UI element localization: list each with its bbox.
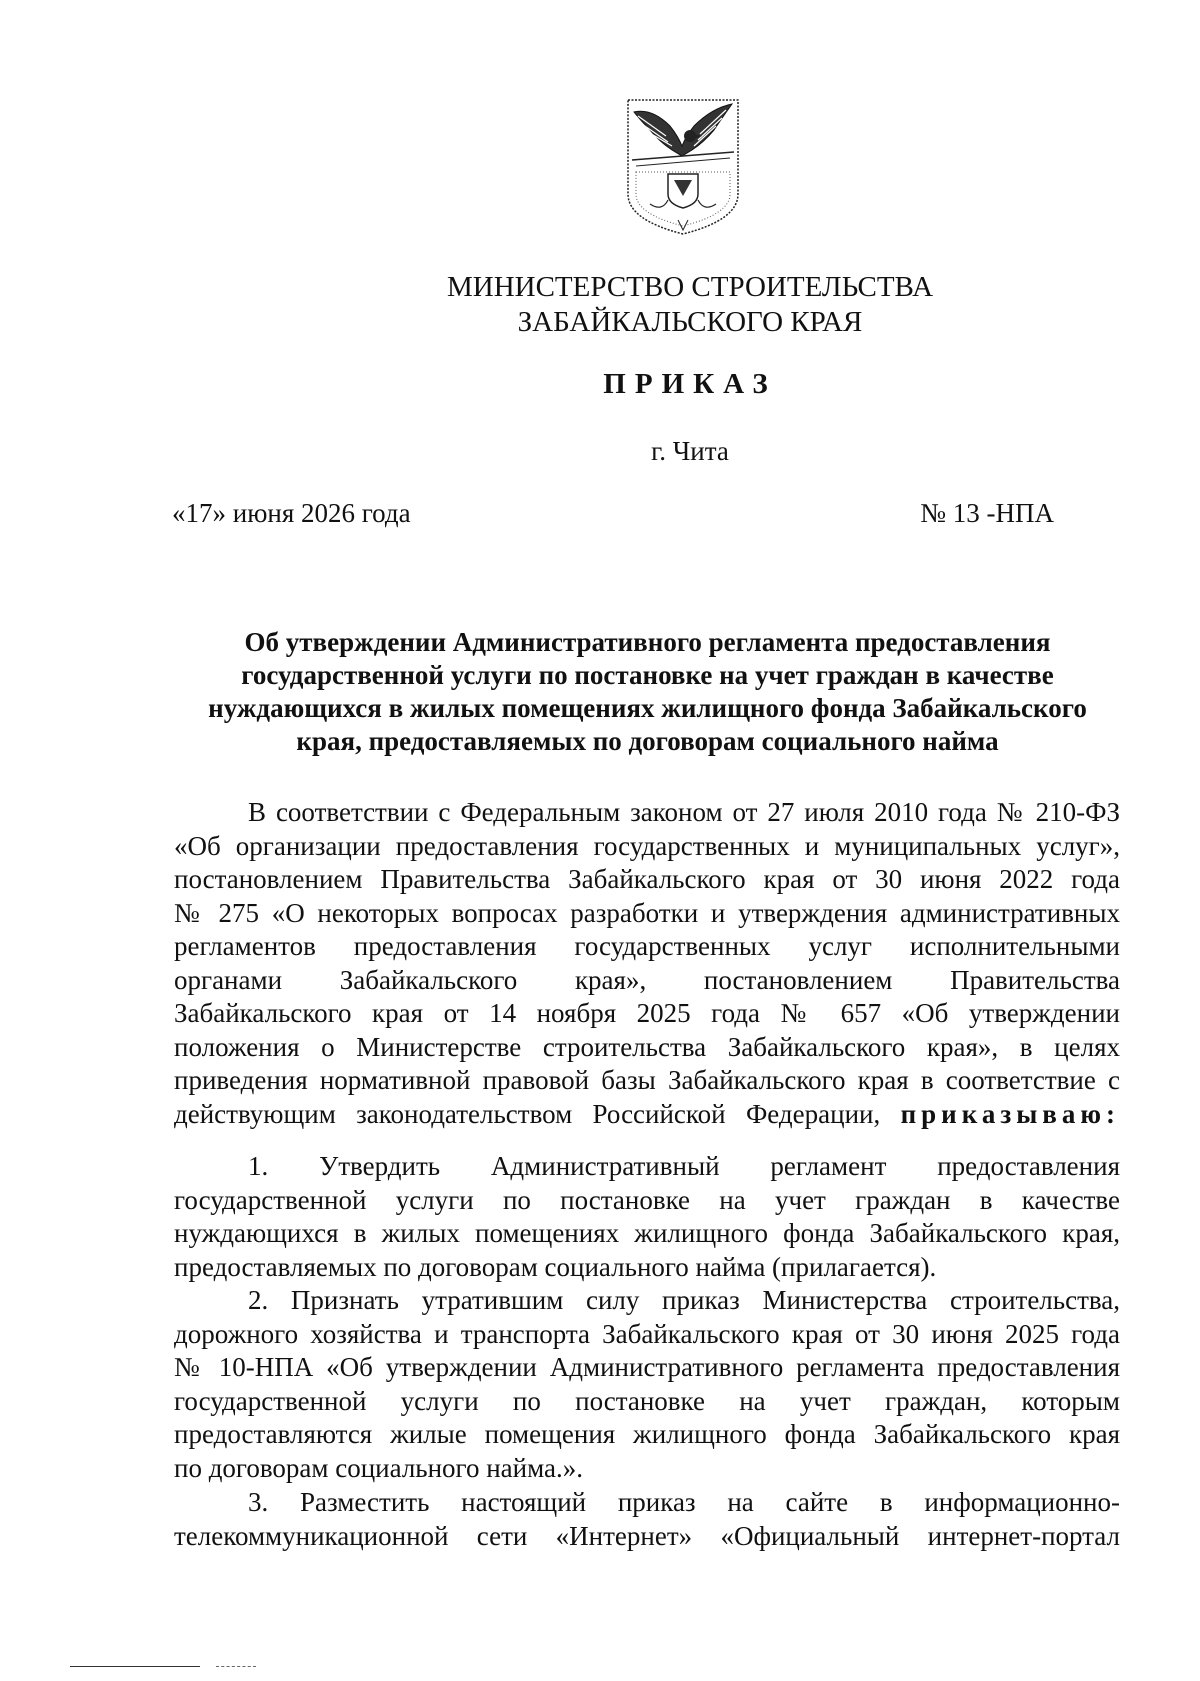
item-3 — [174, 1486, 1120, 1553]
order-number: № 13 -НПА — [920, 498, 1054, 528]
heading-line: края, предоставляемых по договорам социального найма — [296, 726, 999, 756]
item-2-line: № 10-НПА «Об утверждении Административного регламента предоставления — [174, 1352, 1120, 1382]
preamble-line: органами Забайкальского края», постановлением Правительства — [174, 964, 1120, 995]
coat-of-arms-icon — [622, 96, 744, 236]
item-2-line: государственной услуги по постановке на учет граждан, которым — [174, 1385, 1120, 1416]
preamble-line: постановлением Правительства Забайкальского края от 30 июня 2022 года — [174, 864, 1120, 894]
preamble-line: В соответствии с Федеральным законом от 27 июля 2010 года № 210-ФЗ — [248, 797, 1120, 827]
order-word: приказываю: — [900, 1098, 1121, 1129]
preamble-line: Забайкальского края от 14 ноября 2025 года № 657 «Об утверждении — [174, 998, 1120, 1028]
heading-line: государственной услуги по постановке на учет граждан в качестве — [241, 660, 1054, 690]
preamble-line: «Об организации предоставления государственных и муниципальных услуг», — [174, 830, 1120, 861]
item-2-line: по договорам социального найма.». — [174, 1452, 583, 1483]
heading-line: Об утверждении Административного регламента предоставления — [244, 627, 1051, 657]
footer-rule — [70, 1666, 200, 1668]
item-1-line: 1. Утвердить Административный регламент предоставления — [248, 1151, 1120, 1181]
item-1 — [174, 1150, 1120, 1284]
item-1-line: предоставляемых по договорам социального найма (прилагается). — [174, 1251, 937, 1282]
heading-line: нуждающихся в жилых помещениях жилищного фонда Забайкальского — [208, 693, 1087, 723]
ministry-name-line1: МИНИСТЕРСТВО СТРОИТЕЛЬСТВА — [446, 271, 934, 303]
order-title: ПРИКАЗ — [603, 368, 777, 400]
ministry-name-line2: ЗАБАЙКАЛЬСКОГО КРАЯ — [517, 306, 863, 338]
document-heading — [180, 626, 1115, 758]
preamble-line: регламентов предоставления государственных услуг исполнительными — [174, 931, 1120, 961]
item-2-line: дорожного хозяйства и транспорта Забайкальского края от 30 июня 2025 года — [174, 1318, 1120, 1349]
item-3-line: 3. Разместить настоящий приказ на сайте в информационно- — [248, 1487, 1120, 1517]
preamble-line: № 275 «О некоторых вопросах разработки и утверждения административных — [174, 897, 1120, 928]
item-2-line: предоставляются жилые помещения жилищного фонда Забайкальского края — [174, 1419, 1120, 1449]
item-3-line: телекоммуникационной сети «Интернет» «Официальный интернет-портал — [174, 1520, 1120, 1551]
footer-rule-dashed — [216, 1666, 256, 1668]
ministry-name — [300, 270, 1080, 340]
preamble-line: положения о Министерстве строительства Забайкальского края», в целях — [174, 1031, 1120, 1062]
order-date: «17» июня 2026 года — [172, 498, 411, 528]
preamble — [174, 796, 1120, 1131]
preamble-last-line — [174, 1098, 1120, 1132]
item-2-line: 2. Признать утратившим силу приказ Министерства строительства, — [248, 1285, 1120, 1315]
preamble-line: приведения нормативной правовой базы Забайкальского края в соответствие с — [174, 1065, 1120, 1095]
item-1-line: нуждающихся в жилых помещениях жилищного фонда Забайкальского края, — [174, 1218, 1120, 1248]
city: г. Чита — [651, 436, 729, 466]
item-1-line: государственной услуги по постановке на учет граждан в качестве — [174, 1184, 1120, 1215]
item-2 — [174, 1284, 1120, 1485]
preamble-last-line-text: действующим законодательством Российской Федерации, — [174, 1098, 881, 1129]
